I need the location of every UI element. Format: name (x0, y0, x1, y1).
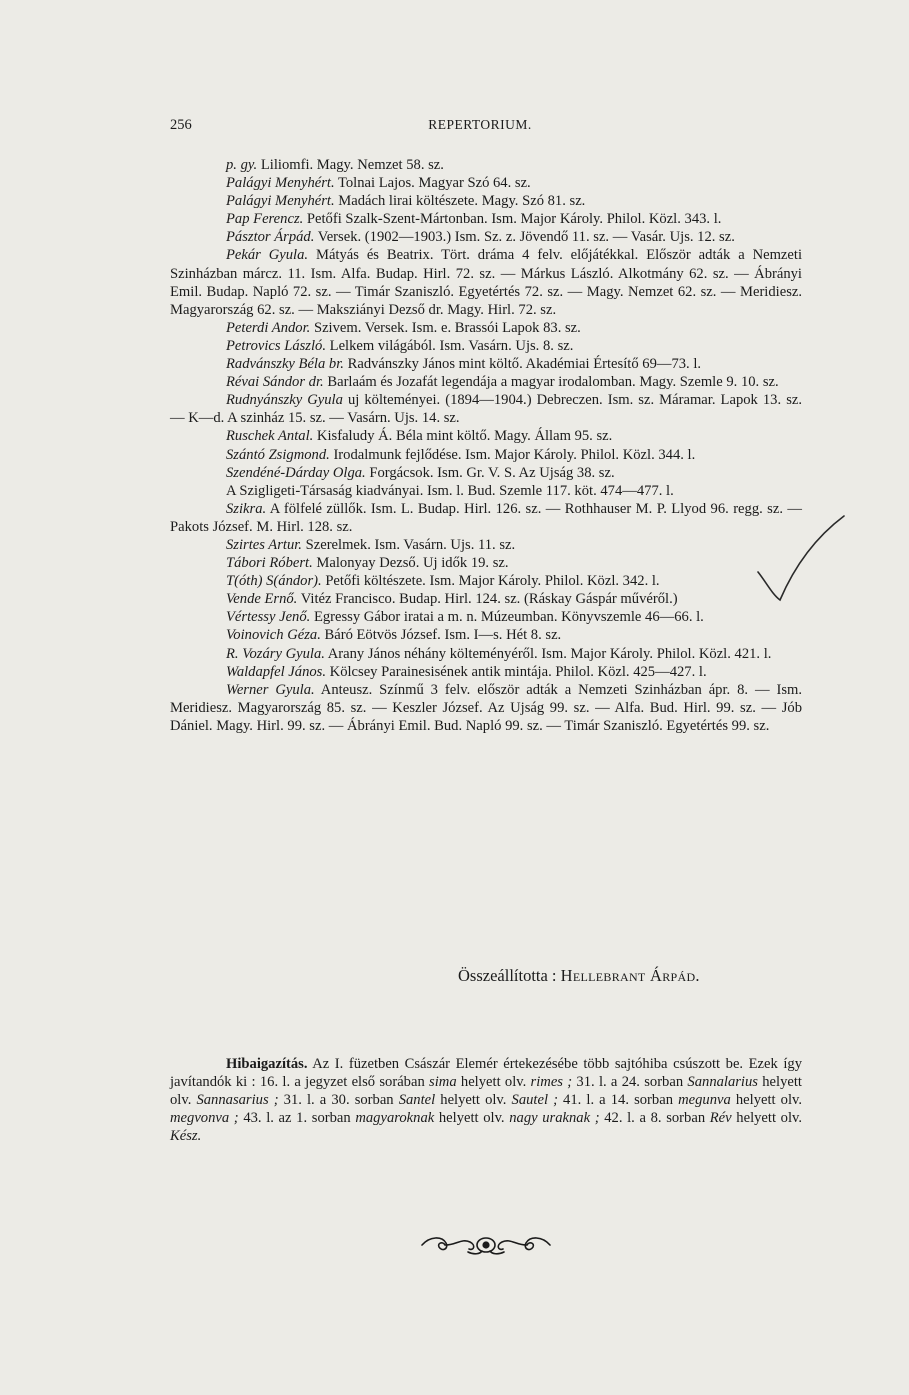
ornament-icon (418, 1232, 554, 1258)
bibliography-entry (170, 391, 802, 427)
entry-author: Petrovics László. (226, 337, 326, 354)
errata-text: 41. l. a 14. sorban (557, 1092, 679, 1108)
errata-text: 42. l. a 8. sorban (599, 1110, 710, 1127)
entry-text: Mátyás és Beatrix. Tört. dráma 4 felv. előjátékkal. Először adták a Nemzeti Szinházban márcz. 11. Ism. Alfa. Budap. Hirl. 72. sz. — Márkus László. Alkotmány 62. sz. — Ábrányi Emil. Budap. Napló 72. sz. — Timár Szaniszló. Egyetértés 72. sz. — Magy. Nemzet 62. sz. — Meridiesz. Magyarország 62. sz. — Maksziányi Dezső dr. Magy. Hirl. 72. sz. (170, 247, 802, 318)
bibliography-entry (170, 626, 802, 644)
bibliography-entry (170, 246, 802, 318)
errata-paragraph (170, 1055, 802, 1146)
errata-text: helyett olv. (731, 1110, 802, 1127)
bibliography-entry (170, 373, 802, 391)
entry-text: Anteusz. Színmű 3 felv. először adták a Nemzeti Szinházban ápr. 8. — Ism. Meridiesz. Magyarország 85. sz. — Keszler József. Az Ujság 99. sz. — Alfa. Bud. Hirl. 99. sz. — Jób Dániel. Magy. Hirl. 99. sz. — Ábrányi Emil. Bud. Napló 99. sz. — Timár Szaniszló. Egyetértés 99. sz. (170, 681, 803, 734)
bibliography-entry (170, 500, 802, 536)
bibliography-entry (170, 608, 802, 626)
compiler-name: Hellebrant Árpád. (560, 966, 700, 985)
page-number: 256 (170, 117, 192, 133)
bibliography-entry (170, 681, 802, 735)
entry-author: Palágyi Menyhért. (226, 193, 335, 210)
entry-author: Vende Ernő. (226, 591, 298, 608)
entry-author: Szántó Zsigmond. (226, 446, 330, 463)
entry-text: Petőfi Szalk-Szent-Mártonban. Ism. Major Károly. Philol. Közl. 343. l. (303, 211, 722, 228)
errata-italic: megvonva ; (170, 1110, 239, 1127)
bibliography-entry (170, 464, 802, 482)
entry-text: A Szigligeti-Társaság kiadványai. Ism. l. Bud. Szemle 117. köt. 474—477. l. (226, 482, 674, 499)
bibliography-entry (170, 192, 802, 210)
bibliography-entry (170, 228, 802, 246)
running-header (170, 117, 790, 139)
errata-text: helyett olv. (456, 1073, 531, 1090)
errata-italic: Sannasarius ; (196, 1092, 279, 1108)
errata-italic: Rév (709, 1110, 732, 1127)
bibliography-entry (170, 572, 802, 590)
entry-text: Lelkem világából. Ism. Vasárn. Ujs. 8. sz. (326, 337, 574, 354)
compiler-signature (458, 966, 788, 986)
repertorium-entries (170, 156, 802, 735)
errata-text: helyett olv. (170, 1073, 802, 1108)
bibliography-entry (170, 174, 802, 192)
entry-text: Szivem. Versek. Ism. e. Brassói Lapok 83. sz. (310, 319, 581, 336)
errata-italic: Sannalarius (687, 1073, 758, 1090)
signature-prefix: Összeállította : (458, 966, 561, 985)
bibliography-entry (170, 446, 802, 464)
entry-author: Ruschek Antal. (226, 428, 314, 445)
errata-italic: magyaroknak (355, 1110, 435, 1127)
entry-author: Tábori Róbert. (226, 555, 313, 572)
errata-italic: Sautel ; (511, 1092, 558, 1108)
errata-italic: Kész. (170, 1128, 202, 1145)
bibliography-entry (170, 355, 802, 373)
bibliography-entry (170, 536, 802, 554)
bibliography-entry (170, 210, 802, 228)
errata-text: 43. l. az 1. sorban (238, 1110, 356, 1127)
entry-author: Pekár Gyula. (226, 247, 309, 264)
entry-author: p. gy. (226, 157, 258, 173)
entry-text: Versek. (1902—1903.) Ism. Sz. z. Jövendő 11. sz. — Vasár. Ujs. 12. sz. (314, 229, 735, 246)
errata-italic: Santel (398, 1092, 436, 1108)
entry-text: A fölfelé züllők. Ism. L. Budap. Hirl. 126. sz. — Rothhauser M. P. Llyod 96. regg. sz. — Pakots József. M. Hirl. 128. sz. (170, 500, 802, 535)
entry-text: Szerelmek. Ism. Vasárn. Ujs. 11. sz. (301, 536, 516, 553)
entry-author: Révai Sándor dr. (226, 374, 324, 391)
entry-text: Báró Eötvös József. Ism. I—s. Hét 8. sz. (320, 627, 562, 644)
entry-author: Waldapfel János. (226, 663, 326, 680)
bibliography-entry (170, 590, 802, 608)
entry-author: Pásztor Árpád. (226, 229, 315, 246)
entry-text: Liliomfi. Magy. Nemzet 58. sz. (257, 157, 444, 173)
entry-author: T(óth) S(ándor). (226, 573, 322, 590)
entry-text: Forgácsok. Ism. Gr. V. S. Az Ujság 38. sz. (365, 464, 615, 481)
entry-author: Werner Gyula. (226, 681, 315, 698)
bibliography-entry (170, 554, 802, 572)
errata-italic: nagy uraknak ; (509, 1110, 600, 1127)
bibliography-entry (170, 337, 802, 355)
errata-text: 31. l. a 24. sorban (572, 1073, 688, 1090)
entry-text: Petőfi költészete. Ism. Major Károly. Philol. Közl. 342. l. (321, 573, 660, 590)
errata-text: helyett olv. (435, 1092, 512, 1108)
entry-author: Pap Ferencz. (226, 211, 304, 228)
errata-italic: sima (429, 1073, 457, 1090)
entry-author: Peterdi Andor. (226, 319, 311, 336)
entry-author: Palágyi Menyhért. (226, 175, 335, 192)
entry-text: Arany János néhány költeményéről. Ism. Major Károly. Philol. Közl. 421. l. (324, 645, 772, 662)
entry-author: Rudnyánszky Gyula (226, 392, 343, 409)
errata-text: 31. l. a 30. sorban (278, 1092, 399, 1108)
entry-text: Malonyay Dezső. Uj idők 19. sz. (312, 555, 509, 572)
bibliography-entry (170, 645, 802, 663)
errata-text: helyett olv. (730, 1092, 803, 1108)
bibliography-entry (170, 482, 802, 500)
errata-italic: megunva (678, 1092, 731, 1108)
entry-author: Szirtes Artur. (226, 536, 302, 553)
entry-text: Egressy Gábor iratai a m. n. Múzeumban. Könyvszemle 46—66. l. (310, 609, 704, 626)
errata-title: Hibaigazítás. (226, 1055, 308, 1072)
bibliography-entry (170, 156, 802, 174)
entry-author: Vértessy Jenő. (226, 609, 311, 626)
entry-text: Kölcsey Parainesisének antik mintája. Philol. Közl. 425—427. l. (326, 663, 707, 680)
entry-author: R. Vozáry Gyula. (226, 645, 325, 662)
entry-text: Radvánszky János mint költő. Akadémiai Értesítő 69—73. l. (343, 356, 702, 373)
entry-text: Madách lirai költészete. Magy. Szó 81. sz. (334, 193, 586, 210)
entry-author: Radvánszky Béla br. (226, 356, 344, 373)
bibliography-entry (170, 663, 802, 681)
bibliography-entry (170, 427, 802, 445)
entry-text: Kisfaludy Á. Béla mint költő. Magy. Állam 95. sz. (313, 428, 613, 445)
entry-text: Barlaám és Jozafát legendája a magyar irodalomban. Magy. Szemle 9. 10. sz. (323, 374, 779, 391)
entry-text: Vitéz Francisco. Budap. Hirl. 124. sz. (Ráskay Gáspár művéről.) (297, 591, 678, 608)
errata-text: helyett olv. (434, 1110, 510, 1127)
entry-text: uj költeményei. (1894—1904.) Debreczen. Ism. sz. Máramar. Lapok 13. sz. — K—d. A szinház 15. sz. — Vasárn. Ujs. 14. sz. (170, 392, 802, 427)
entry-author: Voinovich Géza. (226, 627, 321, 644)
entry-author: Szikra. (226, 500, 267, 517)
errata-italic: rimes ; (530, 1073, 573, 1090)
errata-text: Az I. füzetben Császár Elemér értekezésébe több sajtóhiba csúszott be. Ezek így javítandók ki : 16. l. a jegyzet első sorában (170, 1055, 802, 1090)
entry-author: Szendéné-Dárday Olga. (226, 464, 366, 481)
running-title: REPERTORIUM. (428, 117, 532, 132)
pencil-checkmark-icon (752, 512, 852, 612)
entry-text: Tolnai Lajos. Magyar Szó 64. sz. (334, 175, 531, 192)
bibliography-entry (170, 319, 802, 337)
entry-text: Irodalmunk fejlődése. Ism. Major Károly. Philol. Közl. 344. l. (329, 446, 696, 463)
